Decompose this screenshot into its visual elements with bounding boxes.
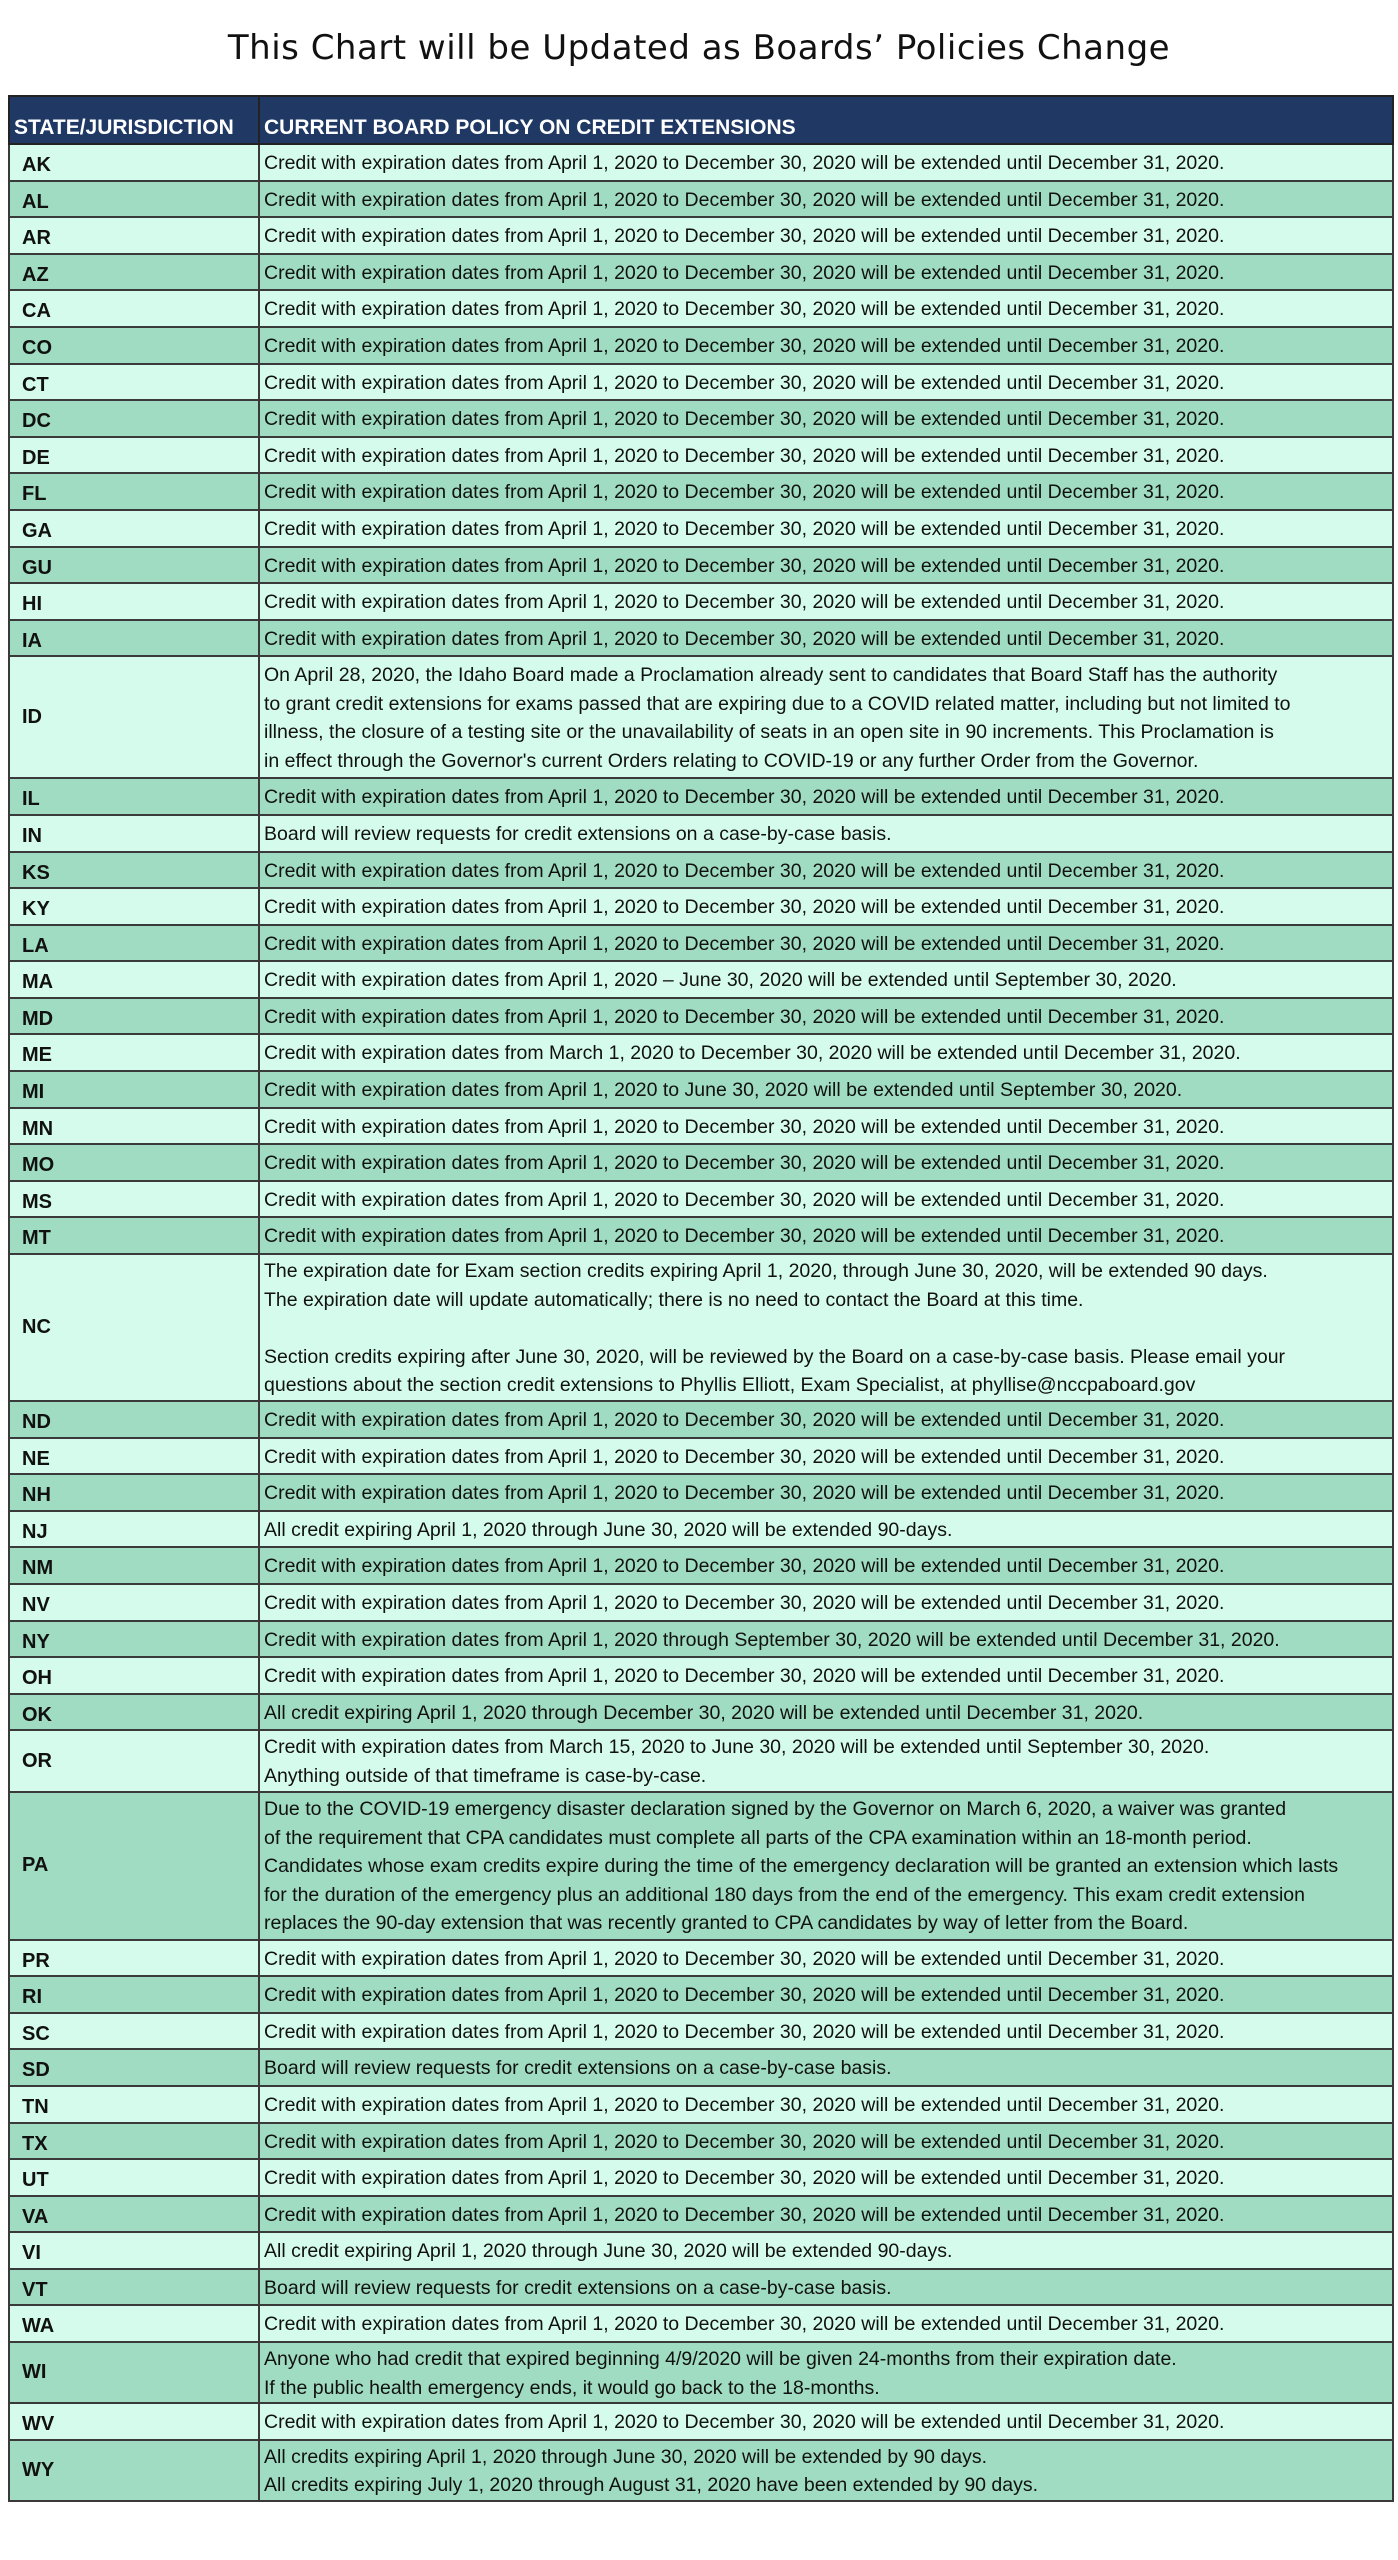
- state-cell: AK: [9, 144, 259, 181]
- state-cell: VT: [9, 2269, 259, 2306]
- state-cell: DE: [9, 437, 259, 474]
- policy-cell: All credits expiring April 1, 2020 through June 30, 2020 will be extended by 90 days. All credits expiring July 1, 2020 through August 31, 2020 have been extended by 90 days.: [259, 2440, 1393, 2501]
- state-cell: NV: [9, 1584, 259, 1621]
- policy-cell: Credit with expiration dates from April 1, 2020 to December 30, 2020 will be extended until December 31, 2020.: [259, 2086, 1393, 2123]
- table-row: [9, 583, 1393, 620]
- state-cell: MI: [9, 1071, 259, 1108]
- policy-cell: Credit with expiration dates from April 1, 2020 to December 30, 2020 will be extended until December 31, 2020.: [259, 217, 1393, 254]
- table-row: [9, 1254, 1393, 1401]
- state-cell: RI: [9, 1976, 259, 2013]
- table-row: [9, 1034, 1393, 1071]
- table-row: [9, 2013, 1393, 2050]
- policy-cell: Credit with expiration dates from April 1, 2020 to December 30, 2020 will be extended until December 31, 2020.: [259, 1438, 1393, 1475]
- table-row: [9, 1657, 1393, 1694]
- table-row: [9, 1108, 1393, 1145]
- state-cell: IA: [9, 620, 259, 657]
- table-row: [9, 888, 1393, 925]
- policy-cell: Board will review requests for credit extensions on a case-by-case basis.: [259, 2269, 1393, 2306]
- state-cell: AR: [9, 217, 259, 254]
- policy-cell: Credit with expiration dates from April 1, 2020 to December 30, 2020 will be extended until December 31, 2020.: [259, 1144, 1393, 1181]
- state-cell: WI: [9, 2342, 259, 2403]
- table-row: [9, 656, 1393, 778]
- table-row: [9, 1401, 1393, 1438]
- policy-cell: Credit with expiration dates from April 1, 2020 to December 30, 2020 will be extended until December 31, 2020.: [259, 437, 1393, 474]
- state-cell: PR: [9, 1940, 259, 1977]
- table-row: [9, 925, 1393, 962]
- state-cell: ND: [9, 1401, 259, 1438]
- table-row: [9, 1792, 1393, 1940]
- table-row: [9, 1940, 1393, 1977]
- table-row: [9, 2269, 1393, 2306]
- table-row: [9, 2403, 1393, 2440]
- state-cell: NH: [9, 1474, 259, 1511]
- table-row: [9, 2086, 1393, 2123]
- state-cell: DC: [9, 400, 259, 437]
- policy-cell: Credit with expiration dates from March 1, 2020 to December 30, 2020 will be extended until December 31, 2020.: [259, 1034, 1393, 1071]
- state-cell: CT: [9, 364, 259, 401]
- state-cell: OH: [9, 1657, 259, 1694]
- table-row: [9, 181, 1393, 218]
- state-cell: NE: [9, 1438, 259, 1475]
- policy-cell: Credit with expiration dates from April 1, 2020 to December 30, 2020 will be extended until December 31, 2020.: [259, 2013, 1393, 2050]
- state-cell: VA: [9, 2196, 259, 2233]
- table-row: [9, 290, 1393, 327]
- state-cell: GA: [9, 510, 259, 547]
- policy-cell: Credit with expiration dates from April 1, 2020 through September 30, 2020 will be extended until December 31, 2020.: [259, 1621, 1393, 1658]
- state-cell: FL: [9, 473, 259, 510]
- table-row: [9, 2440, 1393, 2501]
- table-row: [9, 1144, 1393, 1181]
- state-cell: NJ: [9, 1511, 259, 1548]
- policy-cell: Credit with expiration dates from April 1, 2020 to December 30, 2020 will be extended until December 31, 2020.: [259, 1108, 1393, 1145]
- policy-cell: Credit with expiration dates from April 1, 2020 to December 30, 2020 will be extended until December 31, 2020.: [259, 2403, 1393, 2440]
- table-row: [9, 961, 1393, 998]
- policy-cell: Credit with expiration dates from April 1, 2020 to December 30, 2020 will be extended until December 31, 2020.: [259, 510, 1393, 547]
- state-cell: IL: [9, 778, 259, 815]
- state-cell: OR: [9, 1730, 259, 1791]
- policy-cell: Credit with expiration dates from April 1, 2020 to December 30, 2020 will be extended until December 31, 2020.: [259, 2196, 1393, 2233]
- table-row: [9, 1071, 1393, 1108]
- policy-cell: Credit with expiration dates from April 1, 2020 to December 30, 2020 will be extended until December 31, 2020.: [259, 1547, 1393, 1584]
- state-cell: SC: [9, 2013, 259, 2050]
- table-row: [9, 998, 1393, 1035]
- policy-cell: Credit with expiration dates from April 1, 2020 to December 30, 2020 will be extended until December 31, 2020.: [259, 1474, 1393, 1511]
- state-cell: WV: [9, 2403, 259, 2440]
- header-state: STATE/JURISDICTION: [9, 96, 259, 144]
- state-cell: CO: [9, 327, 259, 364]
- table-row: [9, 1584, 1393, 1621]
- state-cell: HI: [9, 583, 259, 620]
- state-cell: UT: [9, 2159, 259, 2196]
- table-row: [9, 1474, 1393, 1511]
- table-row: [9, 1547, 1393, 1584]
- policy-cell: Credit with expiration dates from April 1, 2020 to December 30, 2020 will be extended until December 31, 2020.: [259, 620, 1393, 657]
- state-cell: SD: [9, 2049, 259, 2086]
- table-row: [9, 473, 1393, 510]
- policy-cell: Credit with expiration dates from April 1, 2020 to December 30, 2020 will be extended until December 31, 2020.: [259, 1976, 1393, 2013]
- state-cell: AL: [9, 181, 259, 218]
- table-row: [9, 815, 1393, 852]
- table-row: [9, 852, 1393, 889]
- table-row: [9, 2049, 1393, 2086]
- table-row: [9, 2305, 1393, 2342]
- policy-cell: Credit with expiration dates from April 1, 2020 to December 30, 2020 will be extended until December 31, 2020.: [259, 144, 1393, 181]
- table-header-row: [9, 96, 1393, 144]
- policy-cell: Credit with expiration dates from April 1, 2020 to December 30, 2020 will be extended until December 31, 2020.: [259, 778, 1393, 815]
- table-row: [9, 1694, 1393, 1731]
- policy-cell: Credit with expiration dates from April 1, 2020 to December 30, 2020 will be extended until December 31, 2020.: [259, 181, 1393, 218]
- policy-cell: All credit expiring April 1, 2020 through December 30, 2020 will be extended until December 31, 2020.: [259, 1694, 1393, 1731]
- table-row: [9, 1181, 1393, 1218]
- policy-cell: Credit with expiration dates from April 1, 2020 to December 30, 2020 will be extended until December 31, 2020.: [259, 583, 1393, 620]
- policy-cell: Credit with expiration dates from April 1, 2020 – June 30, 2020 will be extended until September 30, 2020.: [259, 961, 1393, 998]
- state-cell: NM: [9, 1547, 259, 1584]
- policy-cell: Credit with expiration dates from April 1, 2020 to December 30, 2020 will be extended until December 31, 2020.: [259, 852, 1393, 889]
- table-row: [9, 778, 1393, 815]
- table-row: [9, 1438, 1393, 1475]
- state-cell: WY: [9, 2440, 259, 2501]
- state-cell: AZ: [9, 254, 259, 291]
- state-cell: LA: [9, 925, 259, 962]
- state-cell: MO: [9, 1144, 259, 1181]
- state-cell: OK: [9, 1694, 259, 1731]
- table-row: [9, 400, 1393, 437]
- policy-cell: Credit with expiration dates from April 1, 2020 to December 30, 2020 will be extended until December 31, 2020.: [259, 1217, 1393, 1254]
- table-row: [9, 217, 1393, 254]
- state-cell: TX: [9, 2123, 259, 2160]
- table-row: [9, 144, 1393, 181]
- state-cell: KS: [9, 852, 259, 889]
- page-title: This Chart will be Updated as Boards’ Policies Change: [227, 27, 1171, 68]
- table-row: [9, 1976, 1393, 2013]
- table-row: [9, 2123, 1393, 2160]
- state-cell: MT: [9, 1217, 259, 1254]
- policy-cell: On April 28, 2020, the Idaho Board made a Proclamation already sent to candidates that Board Staff has the authority to grant credit extensions for exams passed that are expiring due to a COVID related matter, including but not limited to illness, the closure of a testing site or the unavailability of seats in an open site in 90 increments. This Proclamation is in effect through the Governor's current Orders relating to COVID-19 or any further Order from the Governor.: [259, 656, 1393, 778]
- table-row: [9, 364, 1393, 401]
- state-cell: NC: [9, 1254, 259, 1401]
- state-cell: NY: [9, 1621, 259, 1658]
- policy-cell: Anyone who had credit that expired beginning 4/9/2020 will be given 24-months from their expiration date. If the public health emergency ends, it would go back to the 18-months.: [259, 2342, 1393, 2403]
- policy-cell: Credit with expiration dates from April 1, 2020 to December 30, 2020 will be extended until December 31, 2020.: [259, 2123, 1393, 2160]
- table-row: [9, 620, 1393, 657]
- policy-cell: Board will review requests for credit extensions on a case-by-case basis.: [259, 2049, 1393, 2086]
- state-cell: MD: [9, 998, 259, 1035]
- state-cell: MA: [9, 961, 259, 998]
- policy-cell: Board will review requests for credit extensions on a case-by-case basis.: [259, 815, 1393, 852]
- policy-cell: Credit with expiration dates from April 1, 2020 to December 30, 2020 will be extended until December 31, 2020.: [259, 2159, 1393, 2196]
- policy-cell: Credit with expiration dates from March 15, 2020 to June 30, 2020 will be extended until September 30, 2020. Anything outside of that timeframe is case-by-case.: [259, 1730, 1393, 1791]
- policy-cell: Credit with expiration dates from April 1, 2020 to December 30, 2020 will be extended until December 31, 2020.: [259, 254, 1393, 291]
- policy-cell: Credit with expiration dates from April 1, 2020 to June 30, 2020 will be extended until September 30, 2020.: [259, 1071, 1393, 1108]
- policy-cell: Due to the COVID-19 emergency disaster declaration signed by the Governor on March 6, 2020, a waiver was granted of the requirement that CPA candidates must complete all parts of the CPA examination within an 18-month period. Candidates whose exam credits expire during the time of the emergency declaration will be granted an extension which lasts for the duration of the emergency plus an additional 180 days from the end of the emergency. This exam credit extension replaces the 90-day extension that was recently granted to CPA candidates by way of letter from the Board.: [259, 1792, 1393, 1940]
- table-row: [9, 2196, 1393, 2233]
- table-row: [9, 1621, 1393, 1658]
- policy-cell: All credit expiring April 1, 2020 through June 30, 2020 will be extended 90-days.: [259, 2232, 1393, 2269]
- policy-cell: Credit with expiration dates from April 1, 2020 to December 30, 2020 will be extended until December 31, 2020.: [259, 1940, 1393, 1977]
- table-row: [9, 254, 1393, 291]
- table-row: [9, 2159, 1393, 2196]
- policy-cell: Credit with expiration dates from April 1, 2020 to December 30, 2020 will be extended until December 31, 2020.: [259, 1401, 1393, 1438]
- state-cell: IN: [9, 815, 259, 852]
- policy-cell: Credit with expiration dates from April 1, 2020 to December 30, 2020 will be extended until December 31, 2020.: [259, 327, 1393, 364]
- policy-cell: Credit with expiration dates from April 1, 2020 to December 30, 2020 will be extended until December 31, 2020.: [259, 290, 1393, 327]
- policy-cell: Credit with expiration dates from April 1, 2020 to December 30, 2020 will be extended until December 31, 2020.: [259, 925, 1393, 962]
- table-row: [9, 547, 1393, 584]
- table-row: [9, 327, 1393, 364]
- table-row: [9, 1217, 1393, 1254]
- policy-cell: Credit with expiration dates from April 1, 2020 to December 30, 2020 will be extended until December 31, 2020.: [259, 1657, 1393, 1694]
- policy-cell: The expiration date for Exam section credits expiring April 1, 2020, through June 30, 2020, will be extended 90 days. The expiration date will update automatically; there is no need to contact the Board at this time. Section credits expiring after June 30, 2020, will be reviewed by the Board on a case-by-case basis. Please email your questions about the section credit extensions to Phyllis Elliott, Exam Specialist, at phyllise@nccpaboard.gov: [259, 1254, 1393, 1401]
- state-cell: KY: [9, 888, 259, 925]
- table-body: [9, 144, 1393, 2501]
- state-cell: WA: [9, 2305, 259, 2342]
- state-cell: TN: [9, 2086, 259, 2123]
- policy-cell: Credit with expiration dates from April 1, 2020 to December 30, 2020 will be extended until December 31, 2020.: [259, 547, 1393, 584]
- state-cell: VI: [9, 2232, 259, 2269]
- header-policy: CURRENT BOARD POLICY ON CREDIT EXTENSIONS: [259, 96, 1393, 144]
- table-row: [9, 1511, 1393, 1548]
- table-row: [9, 1730, 1393, 1791]
- policy-cell: Credit with expiration dates from April 1, 2020 to December 30, 2020 will be extended until December 31, 2020.: [259, 473, 1393, 510]
- policy-table: [8, 95, 1394, 2502]
- policy-cell: Credit with expiration dates from April 1, 2020 to December 30, 2020 will be extended until December 31, 2020.: [259, 1584, 1393, 1621]
- state-cell: ID: [9, 656, 259, 778]
- state-cell: ME: [9, 1034, 259, 1071]
- policy-cell: Credit with expiration dates from April 1, 2020 to December 30, 2020 will be extended until December 31, 2020.: [259, 2305, 1393, 2342]
- state-cell: GU: [9, 547, 259, 584]
- table-row: [9, 510, 1393, 547]
- table-row: [9, 437, 1393, 474]
- policy-cell: Credit with expiration dates from April 1, 2020 to December 30, 2020 will be extended until December 31, 2020.: [259, 364, 1393, 401]
- policy-cell: All credit expiring April 1, 2020 through June 30, 2020 will be extended 90-days.: [259, 1511, 1393, 1548]
- state-cell: CA: [9, 290, 259, 327]
- table-row: [9, 2342, 1393, 2403]
- state-cell: PA: [9, 1792, 259, 1940]
- state-cell: MN: [9, 1108, 259, 1145]
- policy-cell: Credit with expiration dates from April 1, 2020 to December 30, 2020 will be extended until December 31, 2020.: [259, 1181, 1393, 1218]
- policy-cell: Credit with expiration dates from April 1, 2020 to December 30, 2020 will be extended until December 31, 2020.: [259, 998, 1393, 1035]
- policy-cell: Credit with expiration dates from April 1, 2020 to December 30, 2020 will be extended until December 31, 2020.: [259, 888, 1393, 925]
- table-row: [9, 2232, 1393, 2269]
- policy-table-container: [8, 95, 1392, 2502]
- state-cell: MS: [9, 1181, 259, 1218]
- policy-cell: Credit with expiration dates from April 1, 2020 to December 30, 2020 will be extended until December 31, 2020.: [259, 400, 1393, 437]
